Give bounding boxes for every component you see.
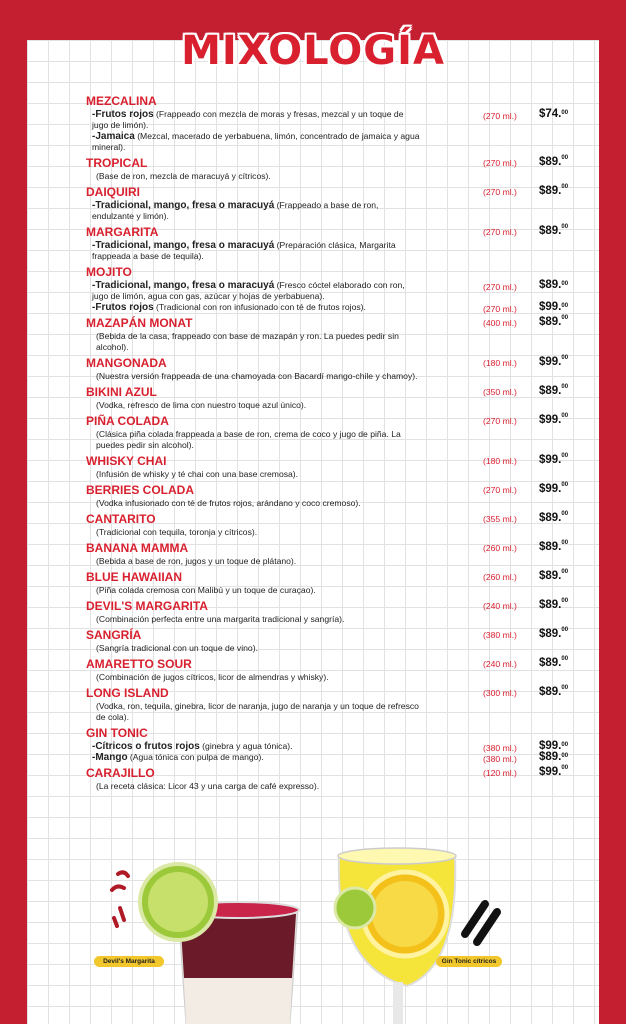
volume-label: (270 ml.) xyxy=(483,282,517,292)
volume-label: (350 ml.) xyxy=(483,387,517,397)
price-cents: 00 xyxy=(561,315,569,321)
volume-label: (270 ml.) xyxy=(483,111,517,121)
menu-item-name: DEVIL'S MARGARITA xyxy=(86,599,208,613)
price-cents: 00 xyxy=(561,656,569,662)
menu-item-variant xyxy=(86,280,586,302)
menu-item-name: DAIQUIRI xyxy=(86,185,140,199)
volume-label: (240 ml.) xyxy=(483,601,517,611)
price-cents: 00 xyxy=(561,765,569,771)
devils-margarita-photo xyxy=(100,860,310,1024)
price-label: $89.00 xyxy=(539,569,569,582)
menu-item-variant xyxy=(86,302,586,313)
menu-item-name: BANANA MAMMA xyxy=(86,541,189,555)
menu-item xyxy=(86,483,586,509)
volume-label: (270 ml.) xyxy=(483,304,517,314)
menu-item-name: MEZCALINA xyxy=(86,94,157,108)
lemon-pulp xyxy=(372,881,438,947)
menu-item-description xyxy=(86,643,586,654)
price-label: $89.00 xyxy=(539,384,569,397)
description-text: -Tradicional, mango, fresa o maracuyá (Fresco cóctel elaborado con ron, jugo de limón, agua con gas, azúcar y hojas de yerbabuena). xyxy=(92,280,405,301)
price-cents: 00 xyxy=(561,569,569,575)
photo-label-left: Devil's Margarita xyxy=(94,956,164,967)
menu-item xyxy=(86,454,586,480)
menu-item-name: TROPICAL xyxy=(86,156,148,170)
description-text: (Vodka, refresco de lima con nuestro toque azul único). xyxy=(96,400,307,410)
menu-item-header xyxy=(86,599,586,614)
price-cents: 00 xyxy=(561,511,569,517)
volume-label: (240 ml.) xyxy=(483,659,517,669)
price-cents: 00 xyxy=(561,155,569,161)
menu-item-name: SANGRÍA xyxy=(86,628,142,642)
volume-label: (270 ml.) xyxy=(483,187,517,197)
glass-rim xyxy=(338,848,456,864)
variant-label: -Cítricos o frutos rojos xyxy=(92,741,200,752)
menu-item-description xyxy=(86,331,586,353)
price-cents: 00 xyxy=(561,685,569,691)
menu-item-description xyxy=(86,498,586,509)
menu-item-description xyxy=(86,585,586,596)
menu-item xyxy=(86,686,586,723)
menu-item-name: MARGARITA xyxy=(86,225,159,239)
menu-item-variant xyxy=(86,752,586,763)
volume-label: (270 ml.) xyxy=(483,227,517,237)
menu-item xyxy=(86,356,586,382)
price-cents: 00 xyxy=(561,753,569,759)
variant-label: -Tradicional, mango, fresa o maracuyá xyxy=(92,240,275,251)
price-cents: 00 xyxy=(561,184,569,190)
description-text: -Mango (Agua tónica con pulpa de mango). xyxy=(92,752,264,763)
lime-slice-icon xyxy=(335,888,375,928)
volume-label: (380 ml.) xyxy=(483,630,517,640)
menu-item-name: CANTARITO xyxy=(86,512,156,526)
variant-label: -Frutos rojos xyxy=(92,109,154,120)
glass-stem xyxy=(393,982,403,1024)
price-cents: 00 xyxy=(561,384,569,390)
menu-item-description xyxy=(86,672,586,683)
menu-item-header xyxy=(86,454,586,469)
menu-item-description xyxy=(86,469,586,480)
price-cents: 00 xyxy=(561,303,569,309)
menu-item-header xyxy=(86,185,586,200)
menu-item-name: CARAJILLO xyxy=(86,766,155,780)
price-label: $89.00 xyxy=(539,656,569,669)
menu-item-header xyxy=(86,156,586,171)
variant-label: -Tradicional, mango, fresa o maracuyá xyxy=(92,280,275,291)
page-title: MIXOLOGÍA xyxy=(181,28,445,74)
menu-item-description xyxy=(86,556,586,567)
price-label: $99.00 xyxy=(539,740,569,752)
menu-item-header xyxy=(86,657,586,672)
description-text: -Frutos rojos (Frappeado con mezcla de moras y fresas, mezcal y un toque de jugo de limón). xyxy=(92,109,404,130)
menu-item-description xyxy=(86,371,586,382)
drink-liquid-bottom xyxy=(184,978,292,1024)
price-cents: 00 xyxy=(561,482,569,488)
price-cents: 00 xyxy=(561,110,569,116)
price-label: $99.00 xyxy=(539,765,569,778)
volume-label: (180 ml.) xyxy=(483,456,517,466)
description-text: (Bebida a base de ron, jugos y un toque de plátano). xyxy=(96,556,297,566)
menu-item-name: MAZAPÁN MONAT xyxy=(86,316,193,330)
menu-item-header xyxy=(86,414,586,429)
menu-item xyxy=(86,225,586,262)
description-text: (Vodka infusionado con té de frutos rojos, arándano y coco cremoso). xyxy=(96,498,361,508)
menu-item-name: MANGONADA xyxy=(86,356,167,370)
menu-item-header xyxy=(86,94,586,109)
description-text: (Base de ron, mezcla de maracuyá y cítricos). xyxy=(96,171,271,181)
menu-item xyxy=(86,726,586,763)
volume-label: (120 ml.) xyxy=(483,768,517,778)
menu-item xyxy=(86,541,586,567)
menu-item-description xyxy=(86,614,586,625)
decor-stroke-icon xyxy=(465,904,497,942)
description-text: (Bebida de la casa, frappeado con base de mazapán y ron. La puedes pedir sin alcohol). xyxy=(96,331,399,352)
description-text: (Infusión de whisky y té chai con una base cremosa). xyxy=(96,469,299,479)
volume-label: (400 ml.) xyxy=(483,318,517,328)
volume-label: (300 ml.) xyxy=(483,688,517,698)
menu-item xyxy=(86,94,586,153)
price-label: $89.00 xyxy=(539,751,569,763)
menu-item-variant xyxy=(86,200,586,222)
price-cents: 00 xyxy=(561,540,569,546)
variant-label: -Mango xyxy=(92,752,128,763)
price-label: $89.00 xyxy=(539,540,569,553)
menu-item-description xyxy=(86,171,586,182)
price-label: $89.00 xyxy=(539,627,569,640)
description-text: -Tradicional, mango, fresa o maracuyá (Preparación clásica, Margarita frappeada a base de tequila). xyxy=(92,240,396,261)
menu-item xyxy=(86,570,586,596)
volume-label: (380 ml.) xyxy=(483,754,517,764)
menu-item-header xyxy=(86,483,586,498)
menu-item-header xyxy=(86,726,586,741)
menu-item-name: GIN TONIC xyxy=(86,726,148,740)
description-text: -Tradicional, mango, fresa o maracuyá (Frappeado a base de ron, endulzante y limón). xyxy=(92,200,379,221)
volume-label: (355 ml.) xyxy=(483,514,517,524)
menu-item-description xyxy=(86,527,586,538)
menu-item-variant xyxy=(86,131,586,153)
description-text: -Frutos rojos (Tradicional con ron infusionado con té de frutos rojos). xyxy=(92,302,366,313)
menu-item-description xyxy=(86,400,586,411)
description-text: (Combinación perfecta entre una margarita tradicional y sangría). xyxy=(96,614,345,624)
menu-item-name: BERRIES COLADA xyxy=(86,483,195,497)
menu-item xyxy=(86,385,586,411)
menu-item-name: MOJITO xyxy=(86,265,132,279)
menu-item-name: AMARETTO SOUR xyxy=(86,657,192,671)
description-text: (Tradicional con tequila, toronja y cítricos). xyxy=(96,527,258,537)
volume-label: (270 ml.) xyxy=(483,158,517,168)
price-cents: 00 xyxy=(561,224,569,230)
menu-item xyxy=(86,628,586,654)
menu-item-header xyxy=(86,766,586,781)
price-cents: 00 xyxy=(561,742,569,748)
description-text: (Nuestra versión frappeada de una chamoyada con Bacardí mango-chile y chamoy). xyxy=(96,371,418,381)
menu-item xyxy=(86,265,586,313)
menu-item-name: LONG ISLAND xyxy=(86,686,169,700)
menu-item xyxy=(86,185,586,222)
menu-item xyxy=(86,156,586,182)
volume-label: (270 ml.) xyxy=(483,416,517,426)
description-text: (Clásica piña colada frappeada a base de ron, crema de coco y jugo de piña. La puedes pedir sin alcohol). xyxy=(96,429,401,450)
menu-item xyxy=(86,599,586,625)
price-label: $99.00 xyxy=(539,355,569,368)
menu-item-header xyxy=(86,225,586,240)
price-label: $89.00 xyxy=(539,598,569,611)
description-text: (La receta clásica: Licor 43 y una carga de café expresso). xyxy=(96,781,320,791)
menu-item-description xyxy=(86,701,586,723)
price-cents: 00 xyxy=(561,598,569,604)
menu-item-header xyxy=(86,385,586,400)
price-cents: 00 xyxy=(561,355,569,361)
description-text: (Sangría tradicional con un toque de vino). xyxy=(96,643,258,653)
description-text: (Piña colada cremosa con Malibú y un toque de curaçao). xyxy=(96,585,316,595)
price-label: $89.00 xyxy=(539,511,569,524)
menu-item-name: PIÑA COLADA xyxy=(86,414,169,428)
decor-splash-icon xyxy=(112,872,128,926)
menu-item xyxy=(86,512,586,538)
description-text: (Vodka, ron, tequila, ginebra, licor de naranja, jugo de naranja y un toque de refresco de cola). xyxy=(96,701,419,722)
menu-item-variant xyxy=(86,109,586,131)
gin-tonic-photo xyxy=(325,846,525,1024)
menu-item xyxy=(86,414,586,451)
price-cents: 00 xyxy=(561,627,569,633)
menu-item xyxy=(86,766,586,792)
menu-item-header xyxy=(86,628,586,643)
menu-item-name: BLUE HAWAIIAN xyxy=(86,570,182,584)
price-label: $89.00 xyxy=(539,155,569,168)
price-cents: 00 xyxy=(561,281,569,287)
menu-item-header xyxy=(86,316,586,331)
price-label: $99.00 xyxy=(539,453,569,466)
variant-label: -Jamaica xyxy=(92,131,135,142)
price-cents: 00 xyxy=(561,413,569,419)
volume-label: (180 ml.) xyxy=(483,358,517,368)
price-cents: 00 xyxy=(561,453,569,459)
menu-item-header xyxy=(86,356,586,371)
drink-list xyxy=(86,94,586,795)
menu-item-description xyxy=(86,429,586,451)
price-label: $89.00 xyxy=(539,279,569,291)
photo-label-right: Gin Tonic cítricos xyxy=(436,956,502,967)
menu-item-name: BIKINI AZUL xyxy=(86,385,157,399)
price-label: $74.00 xyxy=(539,108,569,120)
menu-item-header xyxy=(86,541,586,556)
volume-label: (270 ml.) xyxy=(483,485,517,495)
menu-item xyxy=(86,316,586,353)
menu-item-header xyxy=(86,265,586,280)
menu-item-header xyxy=(86,686,586,701)
volume-label: (260 ml.) xyxy=(483,572,517,582)
variant-label: -Frutos rojos xyxy=(92,302,154,313)
description-text: -Jamaica (Mezcal, macerado de yerbabuena, limón, concentrado de jamaica y agua mineral). xyxy=(92,131,420,152)
price-label: $89.00 xyxy=(539,685,569,698)
menu-item-header xyxy=(86,512,586,527)
price-label: $99.00 xyxy=(539,301,569,313)
menu-item-variant xyxy=(86,741,586,752)
lime-pulp xyxy=(148,872,208,932)
volume-label: (380 ml.) xyxy=(483,743,517,753)
price-label: $99.00 xyxy=(539,413,569,426)
price-label: $99.00 xyxy=(539,482,569,495)
menu-item-header xyxy=(86,570,586,585)
menu-item xyxy=(86,657,586,683)
price-label: $89.00 xyxy=(539,224,569,237)
menu-item-name: WHISKY CHAI xyxy=(86,454,167,468)
volume-label: (260 ml.) xyxy=(483,543,517,553)
menu-item-variant xyxy=(86,240,586,262)
price-label: $89.00 xyxy=(539,184,569,197)
description-text: (Combinación de jugos cítricos, licor de almendras y whisky). xyxy=(96,672,329,682)
description-text: -Cítricos o frutos rojos (ginebra y agua tónica). xyxy=(92,741,293,752)
price-label: $89.00 xyxy=(539,315,569,328)
menu-item-description xyxy=(86,781,586,792)
variant-label: -Tradicional, mango, fresa o maracuyá xyxy=(92,200,275,211)
